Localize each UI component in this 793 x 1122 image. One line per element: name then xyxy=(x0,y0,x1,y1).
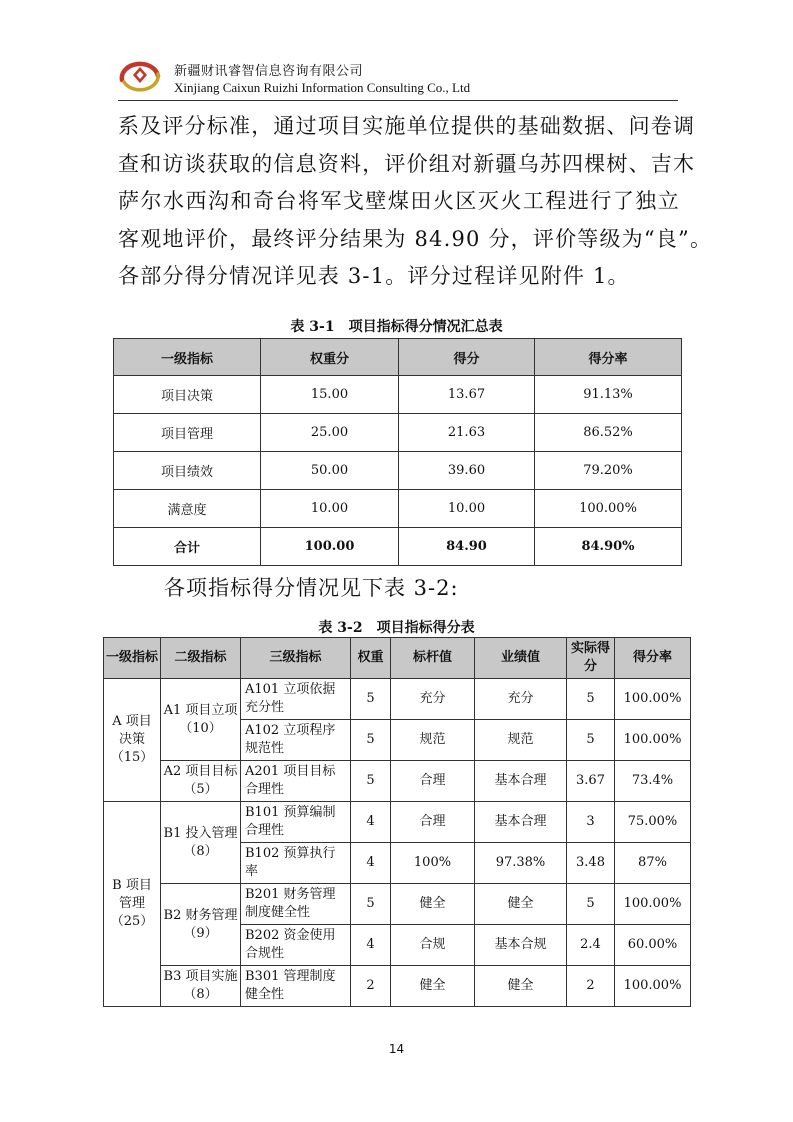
performance-cell: 97.38% xyxy=(475,843,567,884)
weight-cell: 5 xyxy=(351,761,391,802)
column-header: 业绩值 xyxy=(475,638,567,679)
weight-cell: 2 xyxy=(351,966,391,1007)
table-cell: 79.20% xyxy=(535,452,682,490)
weight-cell: 5 xyxy=(351,884,391,925)
benchmark-cell: 合理 xyxy=(391,761,475,802)
column-header: 得分率 xyxy=(535,339,682,376)
benchmark-cell: 合理 xyxy=(391,802,475,843)
weight-cell: 4 xyxy=(351,843,391,884)
rate-cell: 100.00% xyxy=(615,966,691,1007)
level2-cell: A2 项目目标（5） xyxy=(161,761,241,802)
level2-cell: B1 投入管理（8） xyxy=(161,802,241,884)
level3-cell: B201 财务管理制度健全性 xyxy=(241,884,351,925)
table-cell: 项目管理 xyxy=(114,414,261,452)
table-header-row xyxy=(114,339,682,376)
table-cell: 84.90% xyxy=(535,528,682,566)
company-logo-icon xyxy=(118,58,162,94)
score-cell: 3 xyxy=(567,802,615,843)
table-cell: 满意度 xyxy=(114,490,261,528)
company-name-cn: 新疆财讯睿智信息咨询有限公司 xyxy=(174,64,364,79)
table-cell: 86.52% xyxy=(535,414,682,452)
score-cell: 3.67 xyxy=(567,761,615,802)
paragraph-line: 各部分得分情况详见表 3-1。评分过程详见附件 1。 xyxy=(118,264,630,289)
table-row xyxy=(114,490,682,528)
rate-cell: 73.4% xyxy=(615,761,691,802)
benchmark-cell: 健全 xyxy=(391,966,475,1007)
letterhead xyxy=(118,56,678,102)
body-paragraph xyxy=(118,108,713,296)
paragraph-line: 客观地评价，最终评分结果为 84.90 分，评价等级为“良”。 xyxy=(118,226,713,251)
benchmark-cell: 100% xyxy=(391,843,475,884)
table-row xyxy=(114,376,682,414)
rate-cell: 75.00% xyxy=(615,802,691,843)
benchmark-cell: 充分 xyxy=(391,679,475,720)
table1-caption: 表 3-1 项目指标得分情况汇总表 xyxy=(290,319,503,335)
rate-cell: 100.00% xyxy=(615,679,691,720)
table-row xyxy=(114,414,682,452)
table-cell: 项目决策 xyxy=(114,376,261,414)
table-cell: 10.00 xyxy=(261,490,399,528)
weight-cell: 4 xyxy=(351,925,391,966)
score-cell: 2.4 xyxy=(567,925,615,966)
indicator-score-table xyxy=(103,637,691,1007)
score-cell: 3.48 xyxy=(567,843,615,884)
table-row xyxy=(104,966,691,1007)
column-header: 得分率 xyxy=(615,638,691,679)
benchmark-cell: 健全 xyxy=(391,884,475,925)
table-total-row xyxy=(114,528,682,566)
score-cell: 5 xyxy=(567,720,615,761)
table-header-row xyxy=(104,638,691,679)
table-row xyxy=(104,802,691,843)
level3-cell: A201 项目目标合理性 xyxy=(241,761,351,802)
level3-cell: B301 管理制度健全性 xyxy=(241,966,351,1007)
table-cell: 100.00 xyxy=(261,528,399,566)
column-header: 权重分 xyxy=(261,339,399,376)
table-row xyxy=(104,679,691,720)
column-header: 一级指标 xyxy=(104,638,161,679)
level3-cell: B102 预算执行率 xyxy=(241,843,351,884)
paragraph-line: 查和访谈获取的信息资料，评价组对新疆乌苏四棵树、吉木 xyxy=(118,151,696,176)
table-cell: 50.00 xyxy=(261,452,399,490)
performance-cell: 充分 xyxy=(475,679,567,720)
rate-cell: 100.00% xyxy=(615,720,691,761)
rate-cell: 60.00% xyxy=(615,925,691,966)
paragraph-line: 萨尔水西沟和奇台将军戈壁煤田火区灭火工程进行了独立 xyxy=(118,189,680,214)
table-cell: 13.67 xyxy=(399,376,535,414)
table-cell: 100.00% xyxy=(535,490,682,528)
table2-caption: 表 3-2 项目指标得分表 xyxy=(318,620,475,636)
table-row xyxy=(104,761,691,802)
level3-cell: B202 资金使用合规性 xyxy=(241,925,351,966)
table-cell: 10.00 xyxy=(399,490,535,528)
level3-cell: A102 立项程序规范性 xyxy=(241,720,351,761)
level3-cell: B101 预算编制合理性 xyxy=(241,802,351,843)
column-header: 一级指标 xyxy=(114,339,261,376)
weight-cell: 5 xyxy=(351,720,391,761)
table-cell: 25.00 xyxy=(261,414,399,452)
summary-score-table xyxy=(113,338,682,566)
table-cell: 91.13% xyxy=(535,376,682,414)
level2-cell: B3 项目实施（8） xyxy=(161,966,241,1007)
performance-cell: 健全 xyxy=(475,884,567,925)
benchmark-cell: 规范 xyxy=(391,720,475,761)
column-header: 标杆值 xyxy=(391,638,475,679)
score-cell: 5 xyxy=(567,884,615,925)
table-cell: 合计 xyxy=(114,528,261,566)
score-cell: 2 xyxy=(567,966,615,1007)
rate-cell: 87% xyxy=(615,843,691,884)
level3-cell: A101 立项依据充分性 xyxy=(241,679,351,720)
table-cell: 15.00 xyxy=(261,376,399,414)
table-cell: 21.63 xyxy=(399,414,535,452)
benchmark-cell: 合规 xyxy=(391,925,475,966)
level2-cell: A1 项目立项（10） xyxy=(161,679,241,761)
table-cell: 84.90 xyxy=(399,528,535,566)
column-header: 实际得分 xyxy=(567,638,615,679)
level1-cell: A 项目决策（15） xyxy=(104,679,161,802)
table-cell: 项目绩效 xyxy=(114,452,261,490)
company-name-en: Xinjiang Caixun Ruizhi Information Consulting Co., Ltd xyxy=(174,80,471,95)
paragraph-line: 系及评分标准，通过项目实施单位提供的基础数据、问卷调 xyxy=(118,114,696,138)
column-header: 权重 xyxy=(351,638,391,679)
rate-cell: 100.00% xyxy=(615,884,691,925)
level2-cell: B2 财务管理（9） xyxy=(161,884,241,966)
performance-cell: 基本合理 xyxy=(475,761,567,802)
weight-cell: 4 xyxy=(351,802,391,843)
body-paragraph: 各项指标得分情况见下表 3-2: xyxy=(164,576,459,600)
column-header: 三级指标 xyxy=(241,638,351,679)
level1-cell: B 项目管理（25） xyxy=(104,802,161,1007)
performance-cell: 基本合规 xyxy=(475,925,567,966)
table-cell: 39.60 xyxy=(399,452,535,490)
performance-cell: 基本合理 xyxy=(475,802,567,843)
column-header: 得分 xyxy=(399,339,535,376)
table-row xyxy=(114,452,682,490)
header-divider xyxy=(118,100,678,101)
table-row xyxy=(104,884,691,925)
performance-cell: 健全 xyxy=(475,966,567,1007)
column-header: 二级指标 xyxy=(161,638,241,679)
score-cell: 5 xyxy=(567,679,615,720)
page-number: 14 xyxy=(388,1042,405,1056)
performance-cell: 规范 xyxy=(475,720,567,761)
weight-cell: 5 xyxy=(351,679,391,720)
